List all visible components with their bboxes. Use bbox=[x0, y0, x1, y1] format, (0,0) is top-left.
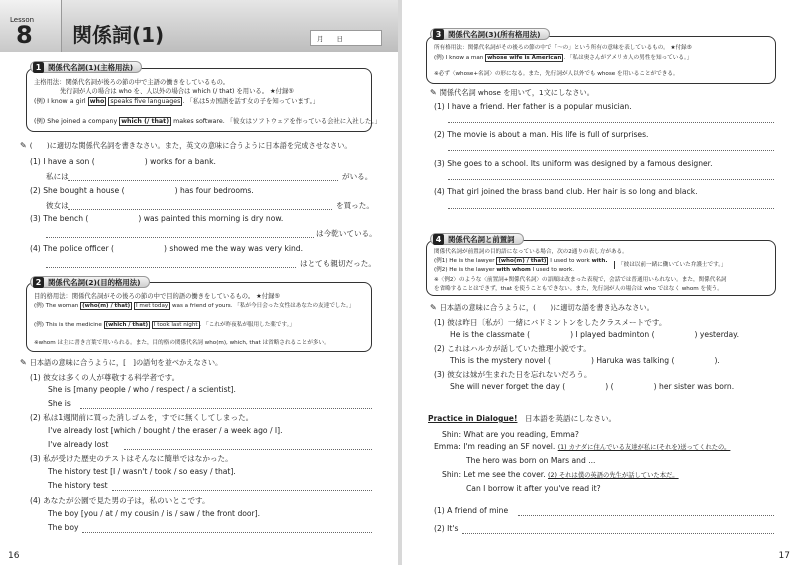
lesson-label: Lesson bbox=[10, 16, 35, 24]
lesson-number: 8 bbox=[16, 21, 33, 49]
q2-item4-answer-line[interactable] bbox=[82, 532, 372, 533]
practice-answer2-line[interactable] bbox=[462, 533, 774, 534]
q2-item4-answer-start: The boy bbox=[48, 523, 79, 532]
practice-heading: Practice in Dialogue! 日本語を英語にしなさい。 bbox=[428, 414, 617, 423]
q2-item1-answer-start: She is bbox=[48, 399, 71, 408]
q2-item3-en: The history test [I / wasn't / took / so easy / that]. bbox=[48, 467, 236, 476]
section2-number: 2 bbox=[33, 277, 44, 288]
dialogue-line4: Shin: Let me see the cover. (2) それは僕の英語の先生が話していた本だ。 bbox=[442, 470, 679, 479]
q2-item2-answer-line[interactable] bbox=[124, 449, 372, 450]
section3-title: 関係代名詞(3)(所有格用法) bbox=[448, 29, 541, 39]
q2-item1-answer-line[interactable] bbox=[80, 408, 372, 409]
q2-item3-answer-start: The history test bbox=[48, 481, 108, 490]
dialogue-line2: Emma: I'm reading an SF novel. (1) カナダに住んでいる友達が私に(それを)送ってくれたの。 bbox=[434, 442, 731, 451]
q3-item2: (2) The movie is about a man. His life is full of surprises. bbox=[434, 130, 649, 139]
practice-answer2: (2) It's bbox=[434, 524, 459, 533]
q1-item3-answer-line[interactable] bbox=[46, 237, 314, 238]
q3-item4-answer-line[interactable] bbox=[448, 208, 774, 209]
q3-item4: (4) That girl joined the brass band club. Her hair is so long and black. bbox=[434, 187, 698, 196]
q3-item2-answer-line[interactable] bbox=[448, 150, 774, 151]
q2-item4-en: The boy [you / at / my cousin / is / saw / the front door]. bbox=[48, 509, 261, 518]
q1-item2-jp-end: を買った。 bbox=[336, 201, 374, 210]
q4-heading: ✎ 日本語の意味に合うように，( )に適切な語を書き込みなさい。 bbox=[430, 303, 654, 312]
s3-note: ※必ず〈whose+名詞〉の形になる。また，先行詞が人以外でも whose を用いることができる。 bbox=[434, 71, 679, 77]
section1-number: 1 bbox=[33, 62, 44, 73]
q2-item2-answer-start: I've already lost bbox=[48, 440, 109, 449]
q2-heading: ✎ 日本語の意味に合うように，[ ]の語句を並べかえなさい。 bbox=[20, 358, 223, 367]
q3-item1-answer-line[interactable] bbox=[448, 122, 774, 123]
q2-item4-jp: (4) あなたが公園で見た男の子は，私のいとこです。 bbox=[30, 496, 210, 505]
q2-item2-jp: (2) 私は1週間前に買った消しゴムを，すでに無くしてしまった。 bbox=[30, 413, 254, 422]
q2-item3-answer-line[interactable] bbox=[112, 490, 372, 491]
q1-heading: ✎ ( )に適切な関係代名詞を書きなさい。また，英文の意味に合うように日本語を完成させなさい。 bbox=[20, 141, 352, 150]
q1-item4-jp-end: はとても親切だった。 bbox=[300, 259, 376, 268]
q2-item2-en: I've already lost [which / bought / the eraser / a week ago / I]. bbox=[48, 426, 283, 435]
section4-title: 関係代名詞と前置詞 bbox=[448, 234, 515, 244]
section2-header bbox=[30, 276, 150, 288]
section4-header bbox=[430, 233, 524, 245]
q4-item1-en: He is the classmate ( ) I played badminton ( ) yesterday. bbox=[450, 330, 739, 339]
s2-example2: (例) This is the medicine (which / that) I took last night . 「これが昨夜私が服用した薬です。」 bbox=[34, 322, 296, 328]
practice-answer1: (1) A friend of mine bbox=[434, 506, 509, 515]
section4-number: 4 bbox=[433, 234, 444, 245]
section1-title: 関係代名詞(1)(主格用法) bbox=[48, 62, 134, 72]
q2-item3-jp: (3) 私が受けた歴史のテストはそんなに簡単ではなかった。 bbox=[30, 454, 233, 463]
q2-item1-jp: (1) 彼女は多くの人が尊敬する科学者です。 bbox=[30, 373, 180, 382]
dialogue-line1: Shin: What are you reading, Emma? bbox=[442, 430, 579, 439]
q2-item1-en: She is [many people / who / respect / a scientist]. bbox=[48, 385, 236, 394]
q3-item3: (3) She goes to a school. Its uniform was designed by a famous designer. bbox=[434, 159, 713, 168]
q4-item3-en: She will never forget the day ( ) ( ) her sister was born. bbox=[450, 382, 735, 391]
q4-item3-jp: (3) 彼女は妹が生まれた日を忘れないだろう。 bbox=[434, 370, 592, 379]
q1-item1-jp-end: がいる。 bbox=[342, 172, 373, 181]
q3-item1: (1) I have a friend. Her father is a popular musician. bbox=[434, 102, 632, 111]
pencil-icon: ✎ bbox=[20, 141, 27, 150]
page-title: 関係詞(1) bbox=[72, 23, 165, 47]
q1-item3: (3) The bench ( ) was painted this morning is dry now. bbox=[30, 214, 284, 223]
q1-item1-jp-start: 私には bbox=[46, 172, 69, 181]
s2-note: ※whom は主に書き言葉で用いられる。また，目的格の関係代名詞 who(m), which, that は省略されることが多い。 bbox=[34, 340, 330, 346]
dialogue-line5: Can I borrow it after you've read it? bbox=[466, 484, 601, 493]
practice-answer1-line[interactable] bbox=[518, 515, 774, 516]
pencil-icon: ✎ bbox=[430, 303, 437, 312]
left-page bbox=[0, 0, 398, 565]
q4-item1-jp: (1) 彼は昨日〔私が〕一緒にバドミントンをしたクラスメートです。 bbox=[434, 318, 667, 327]
s3-line1: 所有格用法：関係代名詞がその後ろの節の中で「〜の」という所有の意味を表しているもの。 ★付録⑤ bbox=[434, 45, 692, 51]
s1-example1: (例) I know a girl who speaks five languages . 「私は5カ国語を話す女の子を知っています。」 bbox=[34, 98, 320, 105]
right-page bbox=[402, 0, 800, 565]
s2-line1: 目的格用法：関係代名詞がその後ろの節の中で目的語の働きをしているもの。 ★付録⑤ bbox=[34, 293, 281, 300]
q1-item2-jp-start: 彼女は bbox=[46, 201, 69, 210]
pencil-icon: ✎ bbox=[20, 358, 27, 367]
q1-item1: (1) I have a son ( ) works for a bank. bbox=[30, 157, 216, 166]
pencil-icon: ✎ bbox=[430, 88, 437, 97]
s1-line2: 先行詞が人の場合は who を、人以外の場合は which (/ that) を用いる。 ★付録⑤ bbox=[60, 88, 294, 95]
s4-example2: (例2) He is the lawyer with whom I used to work. bbox=[434, 267, 574, 273]
s4-translation: 「彼は以前一緒に働いていた弁護士です。」 bbox=[614, 261, 727, 269]
s4-line1: 関係代名詞が前置詞の目的語になっている場合，次の2通りの表し方がある。 bbox=[434, 249, 628, 255]
q1-item2-answer-line[interactable] bbox=[68, 209, 332, 210]
q1-item1-answer-line[interactable] bbox=[68, 180, 338, 181]
section2-title: 関係代名詞(2)(目的格用法) bbox=[48, 277, 141, 287]
q1-item4: (4) The police officer ( ) showed me the way was very kind. bbox=[30, 244, 304, 253]
q4-item2-jp: (2) これはハルカが話していた推理小説です。 bbox=[434, 344, 591, 353]
page-number-left: 16 bbox=[8, 551, 20, 561]
s4-note2: を省略することはできず，that を使うこともできない。また，先行詞が人の場合は who ではなく whom を使う。 bbox=[434, 286, 723, 292]
date-field[interactable]: 月 日 bbox=[310, 30, 382, 46]
q4-item2-en: This is the mystery novel ( ) Haruka was talking ( ). bbox=[450, 356, 720, 365]
section3-number: 3 bbox=[433, 29, 444, 40]
q1-item3-jp-end: は今乾いている。 bbox=[316, 229, 377, 238]
q3-heading: ✎ 関係代名詞 whose を用いて，1文にしなさい。 bbox=[430, 88, 594, 97]
s4-note1: ※〈例2〉のような〈前置詞+関係代名詞〉の語順は改まった表現で，会話では普通用いられない。また，関係代名詞 bbox=[434, 277, 727, 283]
s3-example: (例) I know a man whose wife is American . 「私は奥さんがアメリカ人の男性を知っている。」 bbox=[434, 55, 693, 61]
s2-example1: (例) The woman (who(m) / that) I met today was a friend of yours. 「私が今日会った女性はあなたの友達でした。」 bbox=[34, 303, 355, 309]
s1-example2: (例) She joined a company which (/ that) makes software. 「彼女はソフトウェアを作っている会社に入社した。」 bbox=[34, 118, 381, 125]
section1-header bbox=[30, 61, 142, 73]
q1-item4-answer-line[interactable] bbox=[46, 267, 296, 268]
section3-header bbox=[430, 28, 550, 40]
q1-item2: (2) She bought a house ( ) has four bedrooms. bbox=[30, 186, 254, 195]
page-number-right: 17 bbox=[778, 551, 790, 561]
dialogue-line3: The hero was born on Mars and ... bbox=[466, 456, 596, 465]
s4-example1: (例1) He is the lawyer (who(m) / that) I used to work with. bbox=[434, 258, 608, 264]
q3-item3-answer-line[interactable] bbox=[448, 179, 774, 180]
s1-line1: 主格用法：関係代名詞が後ろの節の中で主語の働きをしているもの。 bbox=[34, 79, 229, 86]
